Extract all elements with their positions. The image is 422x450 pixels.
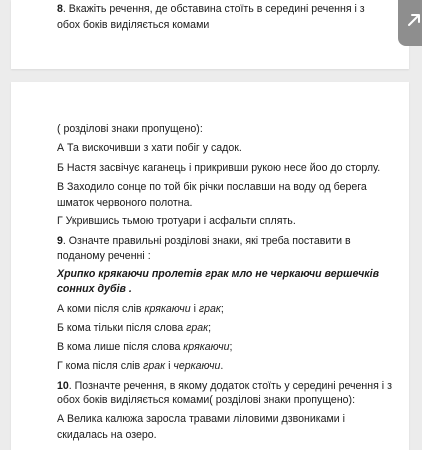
- q9-option-b-prefix: Б кома тільки після слова: [57, 322, 187, 334]
- q9-option-a-mid: і: [190, 303, 199, 315]
- q9-sentence-line2: сонних дубів .: [57, 283, 132, 295]
- question-10-line2: обох боків виділяється комами( розділові знаки пропущено):: [57, 394, 356, 406]
- q9-option-b-suffix: ;: [208, 322, 212, 334]
- q8-option-a: А Та вискочивши з хати побіг у садок.: [57, 142, 242, 154]
- cut-off-text-line: [68, 446, 318, 450]
- arrow-icon[interactable]: [406, 12, 422, 28]
- question-9-line2: поданому реченні :: [57, 250, 151, 262]
- q9-option-c-word1: крякаючи: [183, 341, 230, 353]
- question-8-text: . Вкажіть речення, де обставина стоїть в середині речення і з обох боків виділяється комами: [57, 3, 365, 31]
- q9-option-d-suffix: .: [220, 360, 224, 372]
- q9-option-d: [57, 358, 392, 374]
- q9-option-a-prefix: А коми після слів: [57, 303, 145, 315]
- q9-option-a: [57, 301, 392, 317]
- question-8-number: 8: [57, 3, 63, 15]
- question-8: [57, 1, 387, 33]
- q8-option-c-line2: шматок червоного полотна.: [57, 197, 193, 209]
- q9-option-a-word2: грак: [198, 303, 221, 315]
- question-9-number: 9: [57, 235, 63, 247]
- q9-option-a-suffix: ;: [220, 303, 224, 315]
- q10-option-a-line2: скидалась на озеро.: [57, 429, 157, 441]
- q8-option-b: Б Настя засвічує каганець і прикривши рукою несе йоо до сторлу.: [57, 162, 381, 174]
- question-10-number: 10: [57, 380, 69, 392]
- q10-option-a-line1: А Велика калюжа заросла травами ліловими дзвониками і: [57, 413, 346, 425]
- q9-option-d-word1: грак: [143, 360, 166, 372]
- question-9-line1: [57, 233, 392, 249]
- question-9-text-l1: . Означте правильні розділові знаки, які треба поставити в: [62, 235, 351, 247]
- q9-option-c-suffix: ;: [229, 341, 233, 353]
- instruction-note: ( розділові знаки пропущено):: [57, 123, 203, 135]
- q9-option-d-mid: і: [165, 360, 174, 372]
- q9-option-b-word1: грак: [186, 322, 209, 334]
- q9-sentence-line1: Хрипко крякаючи пролетів грак мло не черкаючи вершечків: [57, 268, 379, 280]
- q9-option-a-word1: крякаючи: [144, 303, 191, 315]
- q9-option-c: [57, 339, 392, 355]
- q9-option-d-word2: черкаючи: [173, 360, 221, 372]
- q9-option-d-prefix: Г кома після слів: [57, 360, 144, 372]
- question-10-text-l1: . Позначте речення, в якому додаток стоїть у середині речення і з: [68, 380, 392, 392]
- q8-option-d: Г Укрившись тьмою тротуари і асфальти сплять.: [57, 215, 296, 227]
- q9-option-c-prefix: В кома лише після слова: [57, 341, 184, 353]
- q8-option-c-line1: В Заходило сонце по той бік річки пославши на воду од берега: [57, 181, 367, 193]
- q9-option-b: [57, 320, 392, 336]
